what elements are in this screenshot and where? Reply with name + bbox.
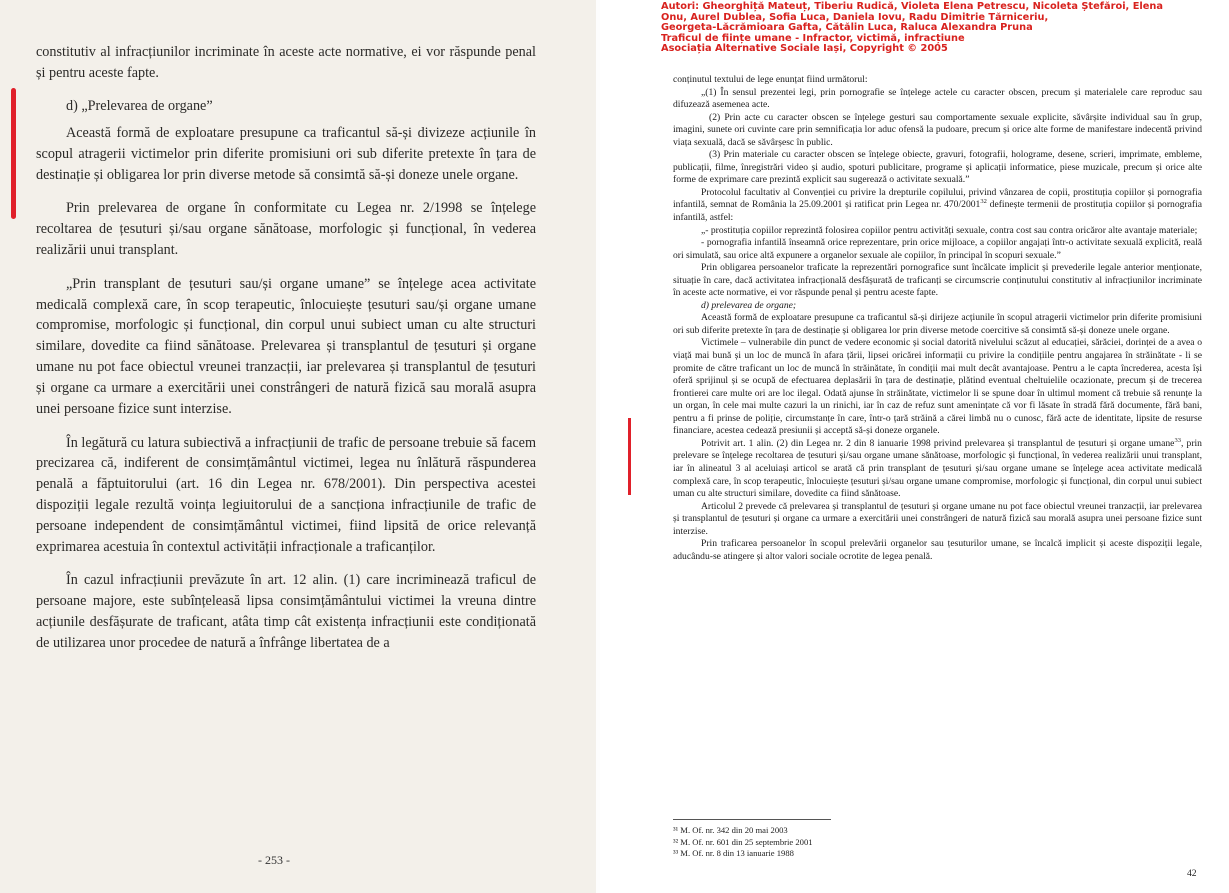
header-line: Onu, Aurel Dublea, Sofia Luca, Daniela Iovu, Radu Dimitrie Tărniceriu, xyxy=(661,11,1049,23)
left-page xyxy=(0,0,596,893)
left-paragraph: „Prin transplant de țesuturi sau/și organe umane” se înțelege acea activitate medicală complexă care, în scop terapeutic, înlocuiește țesuturi sau/și organe umane compromise, morfologic și funcțional, din corpul unui subiect uman cu alte structuri similare, dovedite ca fiind sănătoase. Prelevarea și transplantul de țesuturi și organe umane nu pot face obiectul vreunei tranzacții, iar prelevarea și transplantul de țesuturi și organe ca urmare a exercitării unei constrângeri de natură fizică sau morală asupra unei persoane fizice sunt interzise. xyxy=(36,275,536,418)
right-paragraph: Această formă de exploatare presupune ca traficantul să-și dirijeze acțiunile în scopul atragerii victimelor prin diferite promisiuni ori sub diferite pretexte în țara de destinație și obligarea lor prin diverse metode coercitive să consimtă să-și doneze unele organe. xyxy=(673,312,1202,336)
paragraph-text: definește termenii de prostituția copiilor și pornografia infantilă, astfel: xyxy=(673,199,1202,224)
paragraph-text: Potrivit art. 1 alin. (2) din Legea nr. 2 din 8 ianuarie 1998 privind prelevarea și transplantul de țesuturi și organe umane xyxy=(701,437,1175,449)
right-page-text xyxy=(673,74,1202,563)
right-paragraph xyxy=(673,438,1202,501)
footnote-ref: 33 xyxy=(1174,436,1181,444)
right-paragraph: (3) Prin materiale cu caracter obscen se înțelege obiecte, gravuri, fotografii, holograme, desene, scrieri, imprimate, embleme, publicații, filme, înregistrări video și audio, spoturi publicitare, programe și aplicații informatice, piese muzicale, precum și orice alte forme de exprimare care prezintă explicit sau sugerează o activitate sexuală.” xyxy=(673,149,1202,186)
header-line: Autori: Gheorghiță Mateuț, Tiberiu Rudică, Violeta Elena Petrescu, Nicoleta Ștefăroi, Elena xyxy=(661,1,1163,12)
document-header xyxy=(661,2,1221,55)
left-section-heading: d) „Prelevarea de organe” xyxy=(66,98,213,115)
right-paragraph: Prin traficarea persoanelor în scopul prelevării organelor sau țesuturilor umane, se încalcă implicit și aceste dispoziții legale, aducându-se atingere și altor valori sociale ocrotite de legea penală. xyxy=(673,538,1202,562)
right-paragraph: „(1) În sensul prezentei legi, prin pornografie se înțelege actele cu caracter obscen, precum și materialele care reproduc sau difuzează asemenea acte. xyxy=(673,86,1202,111)
footnote: ³² M. Of. nr. 601 din 25 septembrie 2001 xyxy=(673,836,813,847)
left-page-text xyxy=(36,42,536,667)
paragraph-text: , prin prelevare se înțelege recoltarea de țesuturi și/sau organe umane sănătoase, morfologic și funcțional, în vederea realizării unui transplant, iar în alineatul 3 al aceluiași articol se arată că prin transplant de țesuturi și/sau organe umane se înțelege acea activitate medicală complexă care, în scop terapeutic, înlocuiește țesuturi și/sau organe umane compromise, morfologic și funcțional, din corpul unui subiect uman cu alte structuri similare, dovedite ca fiind sănătoase. xyxy=(673,437,1202,500)
header-line: Traficul de ființe umane - Infractor, victimă, infracțiune xyxy=(661,32,965,44)
footnote-ref: 32 xyxy=(980,198,987,206)
right-paragraph xyxy=(673,187,1202,225)
left-paragraph: Prin prelevarea de organe în conformitate cu Legea nr. 2/1998 se înțelege recoltarea de țesuturi și/sau organe sănătoase, morfologic și funcțional, în vederea realizării unui transplant. xyxy=(36,200,536,259)
right-paragraph: - pornografia infantilă înseamnă orice reprezentare, prin orice mijloace, a copiilor angajați într-o activitate sexuală explicită, reală ori simulată, sau orice altă expunere a organelor sexuale ale copiilor, în principal în scopuri sexuale.” xyxy=(673,237,1202,261)
right-paragraph: „- prostituția copiilor reprezintă folosirea copiilor pentru activități sexuale, contra cost sau contra oricăror alte avantaje materiale; xyxy=(701,224,1198,236)
highlight-mark-left xyxy=(11,88,16,219)
header-line: Georgeta-Lăcrămioara Gafta, Cătălin Luca, Raluca Alexandra Pruna xyxy=(661,22,1033,34)
highlight-mark-right xyxy=(628,418,631,495)
right-paragraph: Articolul 2 prevede că prelevarea și transplantul de țesuturi și organe umane nu pot face obiectul vreunei tranzacții, iar prelevarea și transplantul de țesuturi și organe ca urmare a exercitării unei constrângeri de natură fizică sau morală asupra unei persoane fizice sunt interzise. xyxy=(673,500,1202,537)
left-paragraph: Această formă de exploatare presupune ca traficantul să-și divizeze acțiunile în scopul atragerii victimelor prin diferite promisiuni ori sub diferite pretexte în țara de destinație și obligarea lor prin diverse metode să consimtă să-și doneze unele organe. xyxy=(36,125,536,184)
right-paragraph: (2) Prin acte cu caracter obscen se înțelege gesturi sau comportamente sexuale explicite, săvârșite individual sau în grup, imagini, sunete ori cuvinte care prin semnificația lor aduc ofensă la pudoare, precum și orice alte forme de manifestare indecentă privind viața sexuală, dacă se săvârșesc în public. xyxy=(673,111,1202,148)
right-paragraph: Victimele – vulnerabile din punct de vedere economic și social datorită nivelului scăzut al educației, sărăciei, dorinței de a avea o viață mai bună și un loc de muncă în afara țării, lipsei oricărei informații cu privire la condițiile pentru angajarea în străinătate - li se promite de către traficant un loc de muncă în străinătate, în condiții mai mult decât avantajoase. Pentru a le capta încrederea, acesta își oferă sprijinul și se ocupă de efectuarea deplasării în țara de destinație, plătind eventual cheltuielile ocazionate, precum și de trecerea frontierei care multe ori are loc ilegal. Odată ajunse în străinătate, victimelor li se spune doar în ultimul moment că trebuie să renunțe la un organ, în cele mai multe cazuri la un rinichi, iar în caz de refuz sunt amenințate că vor fi lăsate în stradă fără documente, fără bani, pentru a fi prinse de poliție, circumstanțe în care, într-o țară străină a cărei limbă nu o cunosc, fără acte de identitate, lipsite de resurse financiare, acestea cedează presiunii și acceptă să-și doneze organele. xyxy=(673,337,1202,437)
right-paragraph: conținutul textului de lege enunțat fiind următorul: xyxy=(673,74,868,85)
footnote: ³³ M. Of. nr. 8 din 13 ianuarie 1988 xyxy=(673,848,794,859)
left-paragraph: constitutiv al infracțiunilor incriminate în aceste acte normative, ei vor răspunde penal și pentru aceste fapte. xyxy=(36,44,536,81)
right-page xyxy=(600,0,1229,893)
footnotes xyxy=(673,825,813,860)
left-paragraph: În legătură cu latura subiectivă a infracțiunii de trafic de persoane trebuie să facem precizarea că, indiferent de consimțământul victimei, legea nu înlătură răspunderea penală a făptuitorului (art. 16 din Legea nr. 678/2001). Din perspectiva acestei dispoziții legale rezultă voința legiuitorului de a sancționa infracțiunile de trafic de persoane independent de consimțământul victimei, fiind lipsită de orice relevanță exprimarea acestuia în contextul activității infracționale a traficanților. xyxy=(36,434,536,556)
footnote: ³¹ M. Of. nr. 342 din 20 mai 2003 xyxy=(673,825,788,835)
right-section-heading: d) prelevarea de organe; xyxy=(701,299,797,311)
header-line: Asociația Alternative Sociale Iași, Copyright © 2005 xyxy=(661,43,948,55)
left-paragraph: În cazul infracțiunii prevăzute în art. 12 alin. (1) care incriminează traficul de persoane majore, este subînțeleasă lipsa consimțământului victimei la vreuna dintre acțiunile desfășurate de traficant, atâta timp cât existența infracțiunii este condiționată de utilizarea unor procedee de natură a înfrânge libertatea de a xyxy=(36,572,536,652)
right-paragraph: Prin obligarea persoanelor traficate la reprezentări pornografice sunt încălcate implicit și prevederile legale anterior menționate, situație în care, dacă activitatea infracțională desfășurată de traficanți se circumscrie conținutului constitutiv al infracțiunilor incriminate în aceste acte normative, ei vor răspunde penal și pentru aceste fapte. xyxy=(673,262,1202,299)
footnote-divider xyxy=(673,819,831,820)
left-page-number: - 253 - xyxy=(258,853,290,867)
right-page-number: 42 xyxy=(1187,868,1197,879)
paragraph-text: Protocolul facultativ al Convenției cu privire la drepturile copilului, privind vânzarea de copii, prostituția copiilor și pornografia infantilă, semnat de România la 25.09.2001 și ratificat prin Legea nr. 470/2001 xyxy=(673,186,1202,211)
